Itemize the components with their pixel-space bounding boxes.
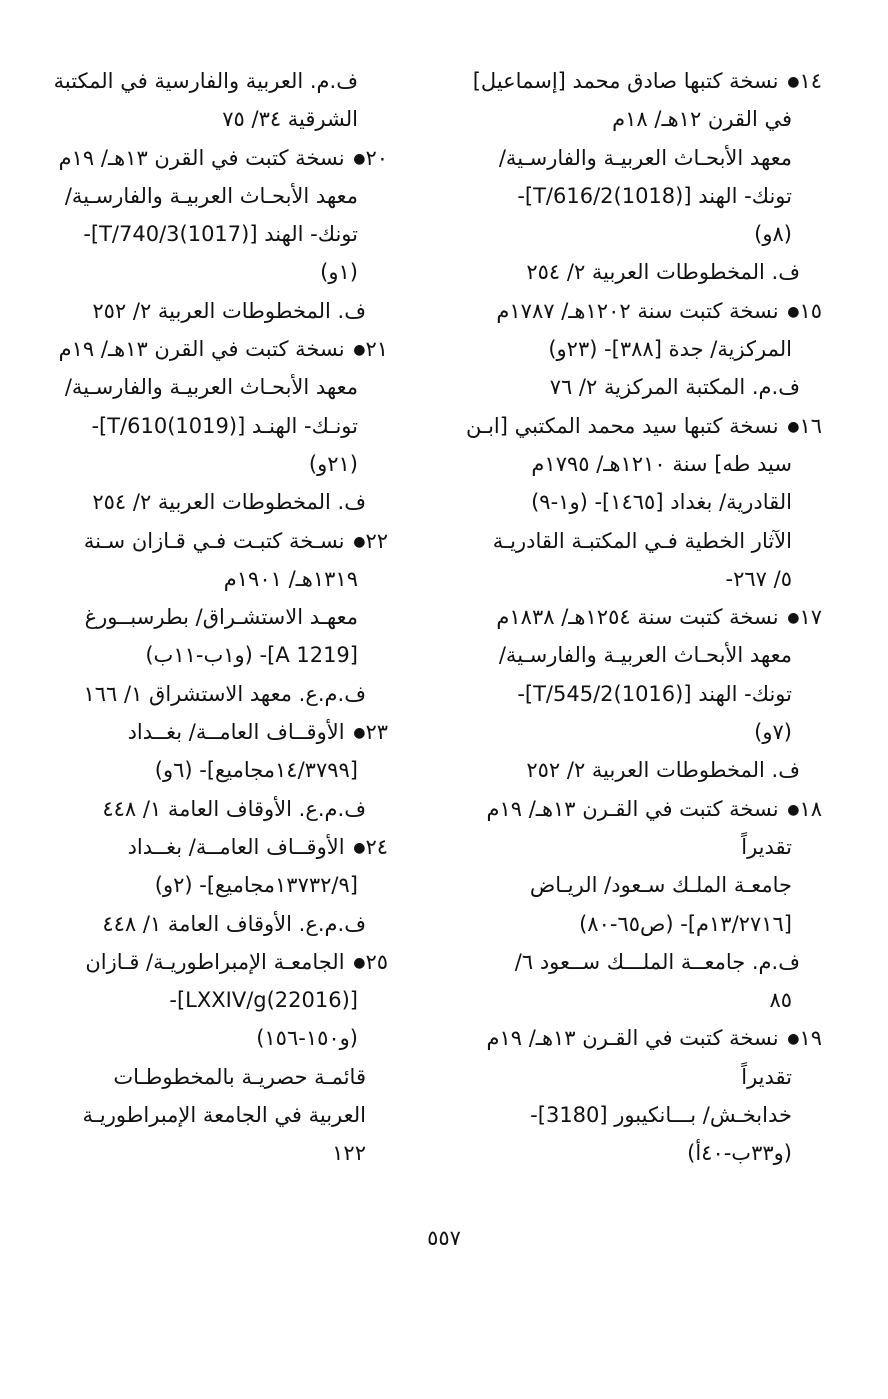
left-column	[53, 62, 388, 1173]
reference-line: ف.م.ع. معهد الاستشراق ١/ ١٦٦	[83, 681, 366, 706]
reference-line: ف. المخطوطات العربية ٢/ ٢٥٤	[526, 260, 800, 285]
bullet-icon: ●	[353, 150, 366, 167]
reference-line: ف.م.ع. الأوقاف العامة ١/ ٤٤٨	[102, 796, 366, 821]
continuation-line: تونك- الهند [T/740/3(1017)]-	[83, 222, 358, 247]
bullet-icon: ●	[787, 1031, 800, 1048]
entry-text: نسخة كتبت في القـرن ١٣هـ/ ١٩م	[486, 796, 786, 821]
entry-line	[472, 790, 822, 828]
continuation-line: [A 1219]- (و١ب-١١ب)	[145, 643, 358, 668]
continuation-line: في القرن ١٢هـ/ ١٨م	[612, 107, 792, 132]
continuation-line: [١٣/٢٧١٦م]- (ص٦٥-٨٠)	[579, 911, 792, 936]
continuation-line: (و١٥٠-١٥٦)	[256, 1026, 358, 1051]
continuation-line: معهد الأبحـاث العربيـة والفارسـية/	[498, 643, 792, 668]
continuation-line: (و٣٣ب-٤٠أ)	[687, 1141, 792, 1166]
bullet-icon: ●	[787, 610, 800, 627]
entry-line	[98, 713, 388, 751]
reference-line: قائمـة حصريـة بالمخطوطـات	[113, 1064, 366, 1089]
entry-number: ١٤	[799, 69, 822, 93]
entry-number: ١٨	[799, 796, 822, 821]
entry-text: نسخة كتبت في القرن ١٣هـ/ ١٩م	[58, 337, 352, 362]
continuation-line: المركزية/ جدة [٣٨٨]- (٢٣و)	[548, 337, 792, 362]
entry-text: الجامعـة الإمبراطوريـة/ قـازان	[85, 949, 352, 974]
bullet-icon: ●	[787, 801, 800, 818]
entry-line	[472, 1019, 822, 1057]
bullet-icon: ●	[353, 725, 366, 742]
reference-line: ف.م.ع. الأوقاف العامة ١/ ٤٤٨	[102, 911, 366, 936]
entry-line	[472, 62, 822, 100]
continuation-line: تونك- الهند [T/616/2(1018)]-	[517, 183, 792, 208]
bullet-icon: ●	[353, 342, 366, 359]
right-column	[465, 62, 822, 1173]
continuation-line: معهد الأبحـاث العربيـة والفارسـية/	[64, 183, 358, 208]
entry-line	[58, 139, 388, 177]
entry-number: ٢١	[365, 337, 388, 362]
continuation-line: تقديراً	[741, 834, 792, 859]
entry-number: ٢٤	[365, 834, 388, 859]
continuation-line: ١٣١٩هـ/ ١٩٠١م	[223, 566, 358, 591]
entry-text: نسـخة كتبـت فـي قـازان سـنة	[83, 528, 352, 553]
continuation-line: (١و)	[320, 260, 358, 285]
reference-line: العربية في الجامعة الإمبراطوريـة	[82, 1103, 366, 1128]
continuation-line: ف.م. العربية والفارسية في المكتبة	[53, 69, 358, 93]
continuation-line: ٨٥	[769, 988, 792, 1013]
entry-text: الأوقــاف العامــة/ بغــداد	[127, 720, 352, 745]
bullet-icon: ●	[787, 418, 800, 435]
continuation-line: سيد طه] سنة ١٢١٠هـ/ ١٧٩٥م	[531, 451, 792, 476]
continuation-line: ٥/ ٢٦٧-	[725, 566, 792, 591]
continuation-line: خدابخـش/ بـــانكيبور [3180]-	[530, 1103, 792, 1128]
entry-line	[465, 407, 822, 445]
reference-line: ١٢٢	[332, 1141, 366, 1166]
reference-line: ف.م. جامعــة الملـــك ســعود ٦/	[514, 949, 800, 974]
continuation-line: تونك- الهند [T/545/2(1016)]-	[517, 681, 792, 706]
bullet-icon: ●	[353, 954, 366, 971]
entry-line	[98, 828, 388, 866]
entry-text: الأوقــاف العامــة/ بغــداد	[127, 834, 352, 859]
continuation-line: جامعـة الملـك سـعود/ الريـاض	[529, 873, 792, 898]
entry-line	[58, 330, 388, 368]
entry-line	[83, 522, 388, 560]
entry-number: ٢٣	[365, 720, 388, 745]
entry-number: ٢٢	[365, 528, 388, 553]
entry-text: نسخة كتبها سيد محمد المكتبي [ابـن	[465, 413, 786, 438]
entry-number: ٢٥	[365, 949, 388, 974]
entry-text: نسخة كتبت في القرن ١٣هـ/ ١٩م	[58, 145, 352, 170]
reference-line: ف. المخطوطات العربية ٢/ ٢٥٢	[92, 298, 366, 323]
reference-line: ف. المخطوطات العربية ٢/ ٢٥٤	[92, 490, 366, 515]
entry-line	[472, 598, 822, 636]
bullet-icon: ●	[787, 74, 800, 90]
reference-line: ف. المخطوطات العربية ٢/ ٢٥٢	[526, 758, 800, 783]
continuation-line: (٨و)	[754, 222, 792, 247]
entry-text: نسخة كتبت سنة ١٢٠٢هـ/ ١٧٨٧م	[496, 298, 786, 323]
entry-number: ١٦	[799, 413, 822, 438]
entry-number: ١٧	[799, 605, 822, 630]
entry-line	[85, 943, 388, 981]
entry-text: نسخة كتبت سنة ١٢٥٤هـ/ ١٨٣٨م	[496, 605, 786, 630]
entry-number: ١٥	[799, 298, 822, 323]
page-number: ٥٥٧	[427, 1226, 461, 1250]
bullet-icon: ●	[787, 303, 800, 320]
continuation-line: [١٤/٣٧٩٩مجاميع]- (٦و)	[154, 758, 358, 783]
continuation-line: معهد الأبحـاث العربيـة والفارسـية/	[64, 375, 358, 400]
continuation-line: (٢١و)	[308, 451, 358, 476]
continuation-line: [١٣٧٣٢/٩مجاميع]- (٢و)	[154, 873, 358, 898]
bullet-icon: ●	[353, 839, 366, 856]
reference-line: ف.م. المكتبة المركزية ٢/ ٧٦	[549, 375, 800, 400]
continuation-line: تقديراً	[741, 1064, 792, 1089]
continuation-line: الشرقية ٣٤/ ٧٥	[222, 107, 358, 132]
entry-line	[472, 292, 822, 330]
entry-text: نسخة كتبت في القـرن ١٣هـ/ ١٩م	[486, 1026, 786, 1051]
continuation-line: القادرية/ بغداد [١٤٦٥]- (و١-٩)	[531, 490, 792, 515]
entry-number: ١٩	[799, 1026, 822, 1051]
continuation-line: [LXXIV/g(22016)]-	[169, 988, 358, 1013]
continuation-line: معهد الأبحـاث العربيـة والفارسـية/	[498, 145, 792, 170]
continuation-line: (٧و)	[754, 720, 792, 745]
continuation-line: الآثار الخطية فـي المكتبـة القادريـة	[492, 528, 792, 553]
continuation-line: تونـك- الهنـد [T/610(1019)]-	[91, 413, 358, 438]
entry-text: نسخة كتبها صادق محمد [إسماعيل]	[472, 69, 786, 93]
continuation-line: معهـد الاستشـراق/ بطرسبــورغ	[84, 605, 358, 630]
bullet-icon: ●	[353, 533, 366, 550]
entry-number: ٢٠	[365, 145, 388, 170]
